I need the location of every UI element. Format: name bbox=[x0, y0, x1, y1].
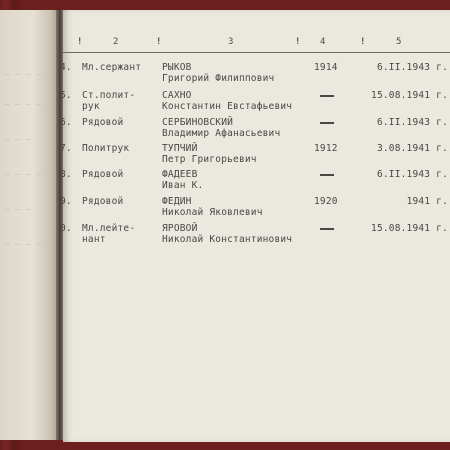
rank-continued: рук bbox=[82, 101, 100, 112]
given-names: Петр Григорьевич bbox=[162, 154, 257, 165]
given-names: Николай Константинович bbox=[162, 234, 293, 245]
row-index: 8. bbox=[60, 169, 72, 180]
bleed-through-text: — — — — bbox=[4, 100, 42, 110]
given-names: Николай Яковлевич bbox=[162, 207, 263, 218]
header-separator: ! bbox=[77, 37, 83, 47]
header-col-2: 2 bbox=[113, 37, 119, 47]
rank: Мл.лейте- bbox=[82, 223, 136, 234]
bleed-through-text: — — — — bbox=[4, 170, 42, 180]
surname: РЫКОВ bbox=[162, 62, 192, 73]
bleed-through-text: — — — bbox=[4, 205, 32, 215]
surname: ФЕДИН bbox=[162, 196, 192, 207]
given-names: Владимир Афанасьевич bbox=[162, 128, 281, 139]
birth-year: 1912 bbox=[314, 143, 338, 154]
year-unknown-dash bbox=[320, 174, 334, 176]
given-names: Константин Евстафьевич bbox=[162, 101, 293, 112]
date: 6.II.1943 г. bbox=[376, 62, 448, 73]
year-unknown-dash bbox=[320, 122, 334, 124]
row-index: 9. bbox=[60, 196, 72, 207]
row-index: 5. bbox=[60, 90, 72, 101]
surname: САХНО bbox=[162, 90, 192, 101]
date: 6.II.1943 г. bbox=[376, 169, 448, 180]
header-col-3: 3 bbox=[228, 37, 234, 47]
bleed-through-text: — — — — bbox=[4, 240, 42, 250]
date: 1941 г. bbox=[406, 196, 448, 207]
row-index: 0. bbox=[60, 223, 72, 234]
date: 15.08.1941 г. bbox=[371, 223, 448, 234]
table-header bbox=[63, 28, 450, 53]
row-index: 4. bbox=[60, 62, 72, 73]
rank-continued: нант bbox=[82, 234, 106, 245]
header-col-4: 4 bbox=[320, 37, 326, 47]
bleed-through-text: — — — — bbox=[4, 70, 42, 80]
year-unknown-dash bbox=[320, 228, 334, 230]
row-index: 7. bbox=[60, 143, 72, 154]
rank: Рядовой bbox=[82, 196, 124, 207]
given-names: Григорий Филиппович bbox=[162, 73, 275, 84]
header-separator: ! bbox=[295, 37, 301, 47]
row-index: 6. bbox=[60, 117, 72, 128]
year-unknown-dash bbox=[320, 95, 334, 97]
birth-year: 1914 bbox=[314, 62, 338, 73]
birth-year: 1920 bbox=[314, 196, 338, 207]
rank: Рядовой bbox=[82, 169, 124, 180]
date: 6.II.1943 г. bbox=[376, 117, 448, 128]
surname: СЕРБИНОВСКИЙ bbox=[162, 117, 234, 128]
bleed-through-text: — — — bbox=[4, 135, 32, 145]
rank: Политрук bbox=[82, 143, 130, 154]
surname: ТУПЧИЙ bbox=[162, 143, 198, 154]
date: 15.08.1941 г. bbox=[371, 90, 448, 101]
header-separator: ! bbox=[360, 37, 366, 47]
date: 3.08.1941 г. bbox=[376, 143, 448, 154]
header-col-5: 5 bbox=[396, 37, 402, 47]
surname: ФАДЕЕВ bbox=[162, 169, 198, 180]
surname: ЯРОВОЙ bbox=[162, 223, 198, 234]
rank: Мл.сержант bbox=[82, 62, 142, 73]
header-separator: ! bbox=[156, 37, 162, 47]
rank: Рядовой bbox=[82, 117, 124, 128]
rank: Ст.полит- bbox=[82, 90, 136, 101]
given-names: Иван К. bbox=[162, 180, 204, 191]
table-row bbox=[0, 223, 450, 257]
